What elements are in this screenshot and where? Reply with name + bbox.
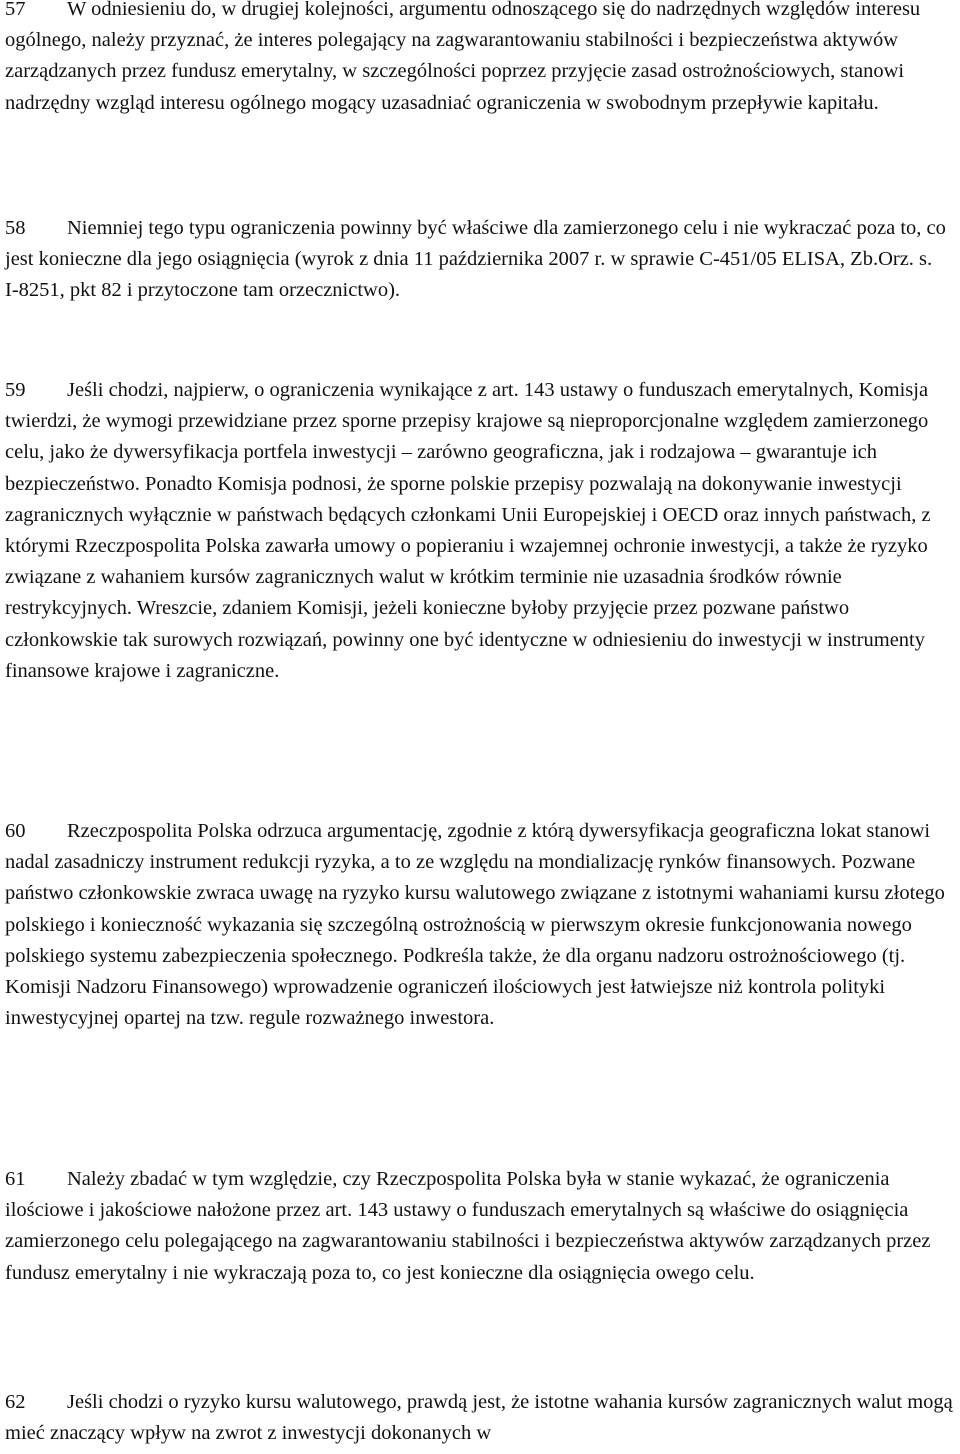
paragraph-text: Należy zbadać w tym względzie, czy Rzeczpospolita Polska była w stanie wykazać, że ograniczenia ilościowe i jakościowe nałożone przez art. 143 ustawy o funduszach emerytalnych są właściwe do osiągnięcia zamierzonego celu polegającego na zagwarantowaniu stabilności i bezpieczeństwa aktywów zarządzanych przez fundusz emerytalny i nie wykraczają poza to, co jest konieczne dla osiągnięcia owego celu. — [5, 1168, 931, 1284]
paragraph-58 — [5, 213, 957, 307]
paragraph-number: 59 — [5, 379, 26, 401]
paragraph-number: 58 — [5, 217, 26, 239]
paragraph-text: Rzeczpospolita Polska odrzuca argumentację, zgodnie z którą dywersyfikacja geograficzna lokat stanowi nadal zasadniczy instrument redukcji ryzyka, a to ze względu na mondializację rynków finansowych. Pozwane państwo członkowskie zwraca uwagę na ryzyko kursu walutowego związane z istotnymi wahaniami kursu złotego polskiego i konieczność wykazania się szczególną ostrożnością w pierwszym okresie funkcjonowania nowego polskiego systemu zabezpieczenia społecznego. Podkreśla także, że dla organu nadzoru ostrożnościowego (tj. Komisji Nadzoru Finansowego) wprowadzenie ograniczeń ilościowych jest łatwiejsze niż kontrola polityki inwestycyjnej opartej na tzw. regule rozważnego inwestora. — [5, 820, 945, 1030]
paragraph-number: 60 — [5, 820, 26, 842]
paragraph-57 — [5, 0, 957, 119]
paragraph-text: Jeśli chodzi o ryzyko kursu walutowego, prawdą jest, że istotne wahania kursów zagranicznych walut mogą mieć znaczący wpływ na zwrot z inwestycji dokonanych w — [5, 1391, 953, 1445]
paragraph-59 — [5, 375, 957, 687]
paragraph-61 — [5, 1164, 957, 1289]
paragraph-number: 62 — [5, 1391, 26, 1413]
paragraph-60 — [5, 816, 957, 1034]
paragraph-text: Jeśli chodzi, najpierw, o ograniczenia wynikające z art. 143 ustawy o funduszach emerytalnych, Komisja twierdzi, że wymogi przewidziane przez sporne przepisy krajowe są nieproporcjonalne względem zamierzonego celu, jako że dywersyfikacja portfela inwestycji – zarówno geograficzna, jak i rodzajowa – gwarantuje ich bezpieczeństwo. Ponadto Komisja podnosi, że sporne polskie przepisy pozwalają na dokonywanie inwestycji zagranicznych wyłącznie w państwach będących członkami Unii Europejskiej i OECD oraz innych państwach, z którymi Rzeczpospolita Polska zawarła umowy o popieraniu i wzajemnej ochronie inwestycji, a także że ryzyko związane z wahaniem kursów zagranicznych walut w krótkim terminie nie uzasadnia środków równie restrykcyjnych. Wreszcie, zdaniem Komisji, jeżeli konieczne byłoby przyjęcie przez pozwane państwo członkowskie tak surowych rozwiązań, powinny one być identyczne w odniesieniu do inwestycji w instrumenty finansowe krajowe i zagraniczne. — [5, 379, 931, 682]
paragraph-number: 61 — [5, 1168, 26, 1190]
paragraph-text: Niemniej tego typu ograniczenia powinny być właściwe dla zamierzonego celu i nie wykraczać poza to, co jest konieczne dla jego osiągnięcia (wyrok z dnia 11 października 2007 r. w sprawie C‑451/05 ELISA, Zb.Orz. s. I‑8251, pkt 82 i przytoczone tam orzecznictwo). — [5, 217, 946, 302]
paragraph-number: 57 — [5, 0, 26, 20]
paragraph-text: W odniesieniu do, w drugiej kolejności, argumentu odnoszącego się do nadrzędnych względów interesu ogólnego, należy przyznać, że interes polegający na zagwarantowaniu stabilności i bezpieczeństwa aktywów zarządzanych przez fundusz emerytalny, w szczególności poprzez przyjęcie zasad ostrożnościowych, stanowi nadrzędny wzgląd interesu ogólnego mogący uzasadniać ograniczenia w swobodnym przepływie kapitału. — [5, 0, 921, 114]
paragraph-62 — [5, 1387, 957, 1449]
